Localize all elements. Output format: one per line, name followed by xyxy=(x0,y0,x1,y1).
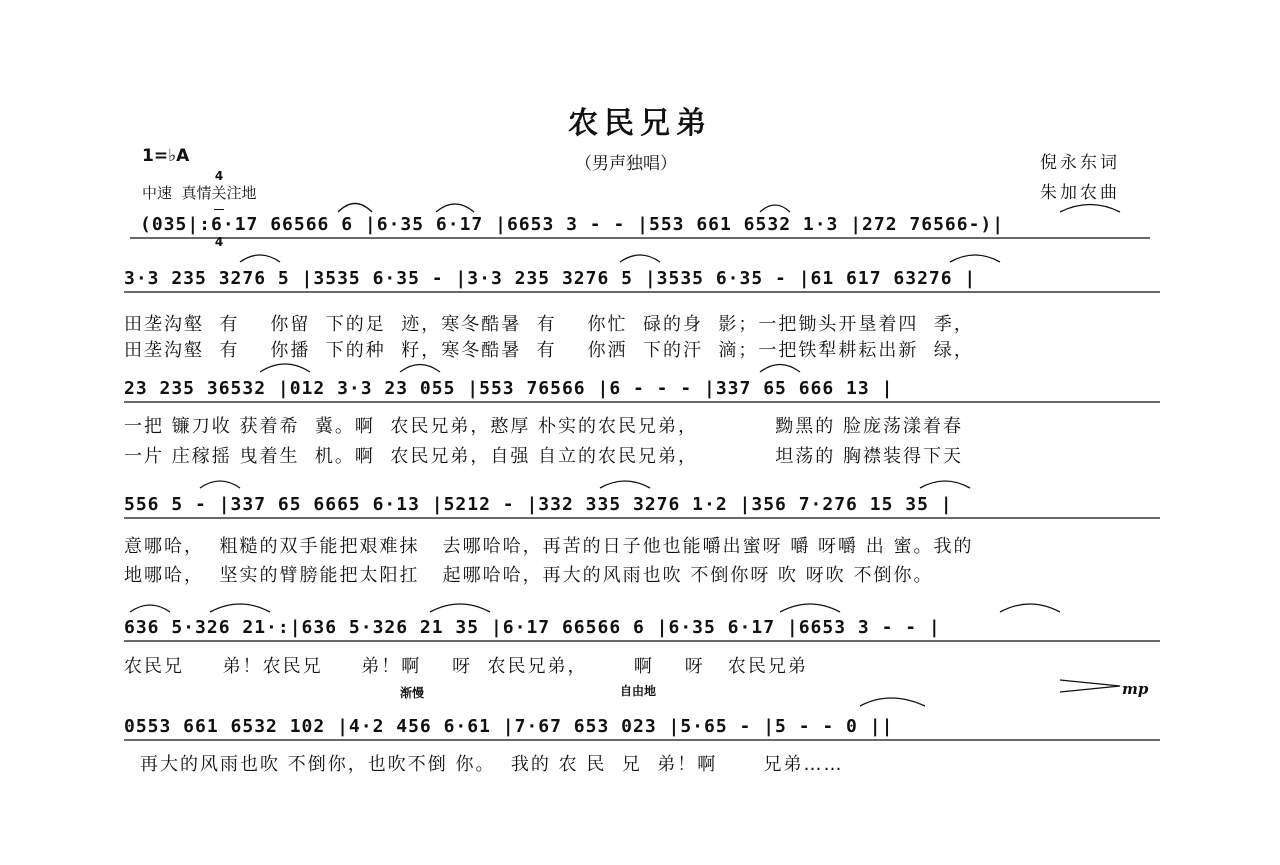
notation-row-3: 23 235 36532 |012 3·3 23 055 |553 76566 |6 - - - |337 65 666 13 | xyxy=(124,378,894,399)
slur-mark xyxy=(436,204,474,212)
composer-credit: 朱加农曲 xyxy=(1040,183,1120,203)
ad-lib-mark: 自由地 xyxy=(620,684,657,698)
time-sig-denominator: 4 xyxy=(214,235,224,249)
slur-mark xyxy=(1060,205,1120,213)
slur-mark xyxy=(600,481,650,488)
decrescendo-hairpin xyxy=(1060,680,1120,692)
notation-row-5: 636 5·326 21·:|636 5·326 21 35 |6·17 66566 6 |6·35 6·17 |6653 3 - - | xyxy=(124,617,941,638)
lyric-row-4-verse-1: 意哪哈， 粗糙的双手能把艰难抹 去哪哈哈，再苦的日子他也能嚼出蜜呀 嚼 呀嚼 出 蜜。我的 xyxy=(124,536,974,557)
slur-mark xyxy=(920,481,970,488)
slur-mark xyxy=(1000,604,1060,612)
notation-row-2: 3·3 235 3276 5 |3535 6·35 - |3·3 235 3276 5 |3535 6·35 - |61 617 63276 | xyxy=(124,268,977,289)
time-sig-line xyxy=(214,209,224,210)
time-sig-numerator: 4 xyxy=(214,169,224,183)
tempo-marking: 中速 真情关注地 xyxy=(142,184,257,202)
lyric-row-3-verse-1: 一把 镰刀收 获着希 冀。啊 农民兄弟，憨厚 朴实的农民兄弟， 黝黑的 脸庞荡漾着春 xyxy=(124,416,963,437)
ritardando-mark: 渐慢 xyxy=(400,686,425,700)
slur-mark xyxy=(860,698,925,706)
dynamic-mark: mp xyxy=(1122,680,1149,698)
notation-row-6: 0553 661 6532 102 |4·2 456 6·61 |7·67 653 023 |5·65 - |5 - - 0 || xyxy=(124,716,894,737)
lyric-row-2-verse-1: 田垄沟壑 有 你留 下的足 迹，寒冬酷暑 有 你忙 碌的身 影；一把锄头开垦着四 季， xyxy=(124,314,974,335)
slur-mark xyxy=(780,604,840,612)
slur-mark xyxy=(200,481,240,488)
slur-mark xyxy=(338,204,372,213)
slur-mark xyxy=(620,255,660,262)
lyricist-credit: 倪永东词 xyxy=(1040,153,1120,173)
lyric-row-4-verse-2: 地哪哈， 坚实的臂膀能把太阳扛 起哪哈哈，再大的风雨也吹 不倒你呀 吹 呀吹 不倒你。 xyxy=(124,565,934,586)
lyric-row-6: 再大的风雨也吹 不倒你，也吹不倒 你。 我的 农 民 兄 弟！啊 兄弟…… xyxy=(140,754,844,775)
time-signature xyxy=(214,144,224,262)
slur-mark xyxy=(240,255,280,262)
key-signature: 1=♭A xyxy=(142,146,190,166)
subtitle: （男声独唱） xyxy=(575,154,677,174)
slur-mark xyxy=(430,604,490,612)
lyric-row-3-verse-2: 一片 庄稼摇 曳着生 机。啊 农民兄弟，自强 自立的农民兄弟， 坦荡的 胸襟装得下天 xyxy=(124,446,963,467)
slur-mark xyxy=(760,205,790,212)
slur-mark xyxy=(760,365,800,373)
slur-mark xyxy=(400,365,440,373)
notation-row-4: 556 5 - |337 65 6665 6·13 |5212 - |332 335 3276 1·2 |356 7·276 15 35 | xyxy=(124,494,953,515)
song-title: 农民兄弟 xyxy=(568,106,712,141)
slur-mark xyxy=(130,605,170,612)
slur-mark xyxy=(260,364,310,372)
slur-mark xyxy=(210,604,270,612)
notation-row-1: (035|:6·17 66566 6 |6·35 6·17 |6653 3 - - |553 661 6532 1·3 |272 76566-)| xyxy=(140,214,1005,235)
slur-mark xyxy=(950,255,1000,262)
lyric-row-5: 农民兄 弟！农民兄 弟！啊 呀 农民兄弟， 啊 呀 农民兄弟 xyxy=(124,656,808,677)
lyric-row-2-verse-2: 田垄沟壑 有 你播 下的种 籽，寒冬酷暑 有 你洒 下的汗 滴；一把铁犁耕耘出新 绿， xyxy=(124,340,974,361)
